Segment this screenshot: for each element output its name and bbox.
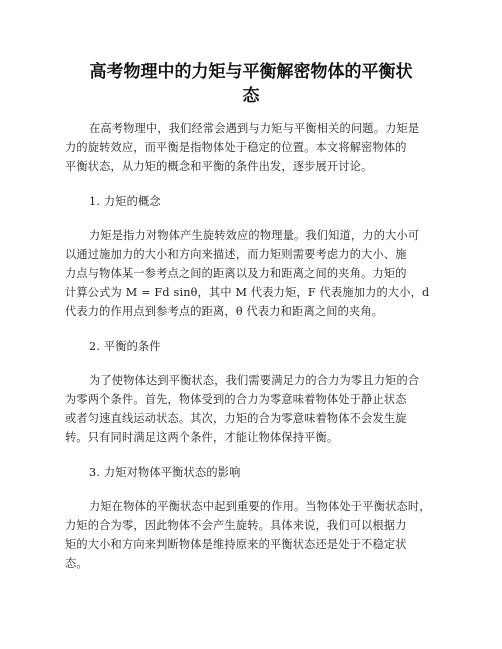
section-line: 力矩在物体的平衡状态中起到重要的作用。当物体处于平衡状态时，: [89, 500, 431, 513]
section-line: 以通过施加力的大小和方向来描述，而力矩则需要考虑力的大小、施: [65, 248, 407, 261]
section-line: 力矩是指力对物体产生旋转效应的物理量。我们知道，力的大小可: [89, 229, 420, 242]
section-line: 矩的大小和方向来判断物体是维持原来的平衡状态还是处于不稳定状: [65, 538, 407, 551]
document-title: [60, 60, 442, 108]
section-heading: 3. 力矩对物体平衡状态的影响: [89, 466, 241, 479]
intro-line: 平衡状态，从力矩的概念和平衡的条件出发，逐步展开讨论。: [65, 160, 373, 173]
section-line: 计算公式为 M = Fd sinθ，其中 M 代表力矩，F 代表施加力的大小，d: [65, 286, 430, 299]
section-line: 为零两个条件。首先，物体受到的合力为零意味着物体处于静止状态: [65, 393, 407, 406]
section-heading: 1. 力矩的概念: [89, 195, 161, 208]
section-line: 态。: [65, 557, 88, 570]
section-line: 或者匀速直线运动状态。其次，力矩的合为零意味着物体不会发生旋: [65, 412, 407, 425]
section-line: 代表力的作用点到参考点的距离，θ 代表力和距离之间的夹角。: [65, 305, 384, 318]
section-line: 力矩的合为零，因此物体不会产生旋转。具体来说，我们可以根据力: [65, 519, 407, 532]
section-line: 为了使物体达到平衡状态，我们需要满足力的合力为零且力矩的合: [89, 374, 420, 387]
intro-line: 在高考物理中，我们经常会遇到与力矩与平衡相关的问题。力矩是: [89, 122, 420, 135]
title-line-2: 态: [242, 86, 260, 106]
section-line: 转。只有同时满足这两个条件，才能让物体保持平衡。: [65, 431, 339, 444]
section-line: 力点与物体某一参考点之间的距离以及力和距离之间的夹角。力矩的: [65, 267, 407, 280]
intro-line: 力的旋转效应，而平衡是指物体处于稳定的位置。本文将解密物体的: [65, 141, 407, 154]
section-heading: 2. 平衡的条件: [89, 340, 161, 353]
title-line-1: 高考物理中的力矩与平衡解密物体的平衡状: [89, 62, 413, 82]
